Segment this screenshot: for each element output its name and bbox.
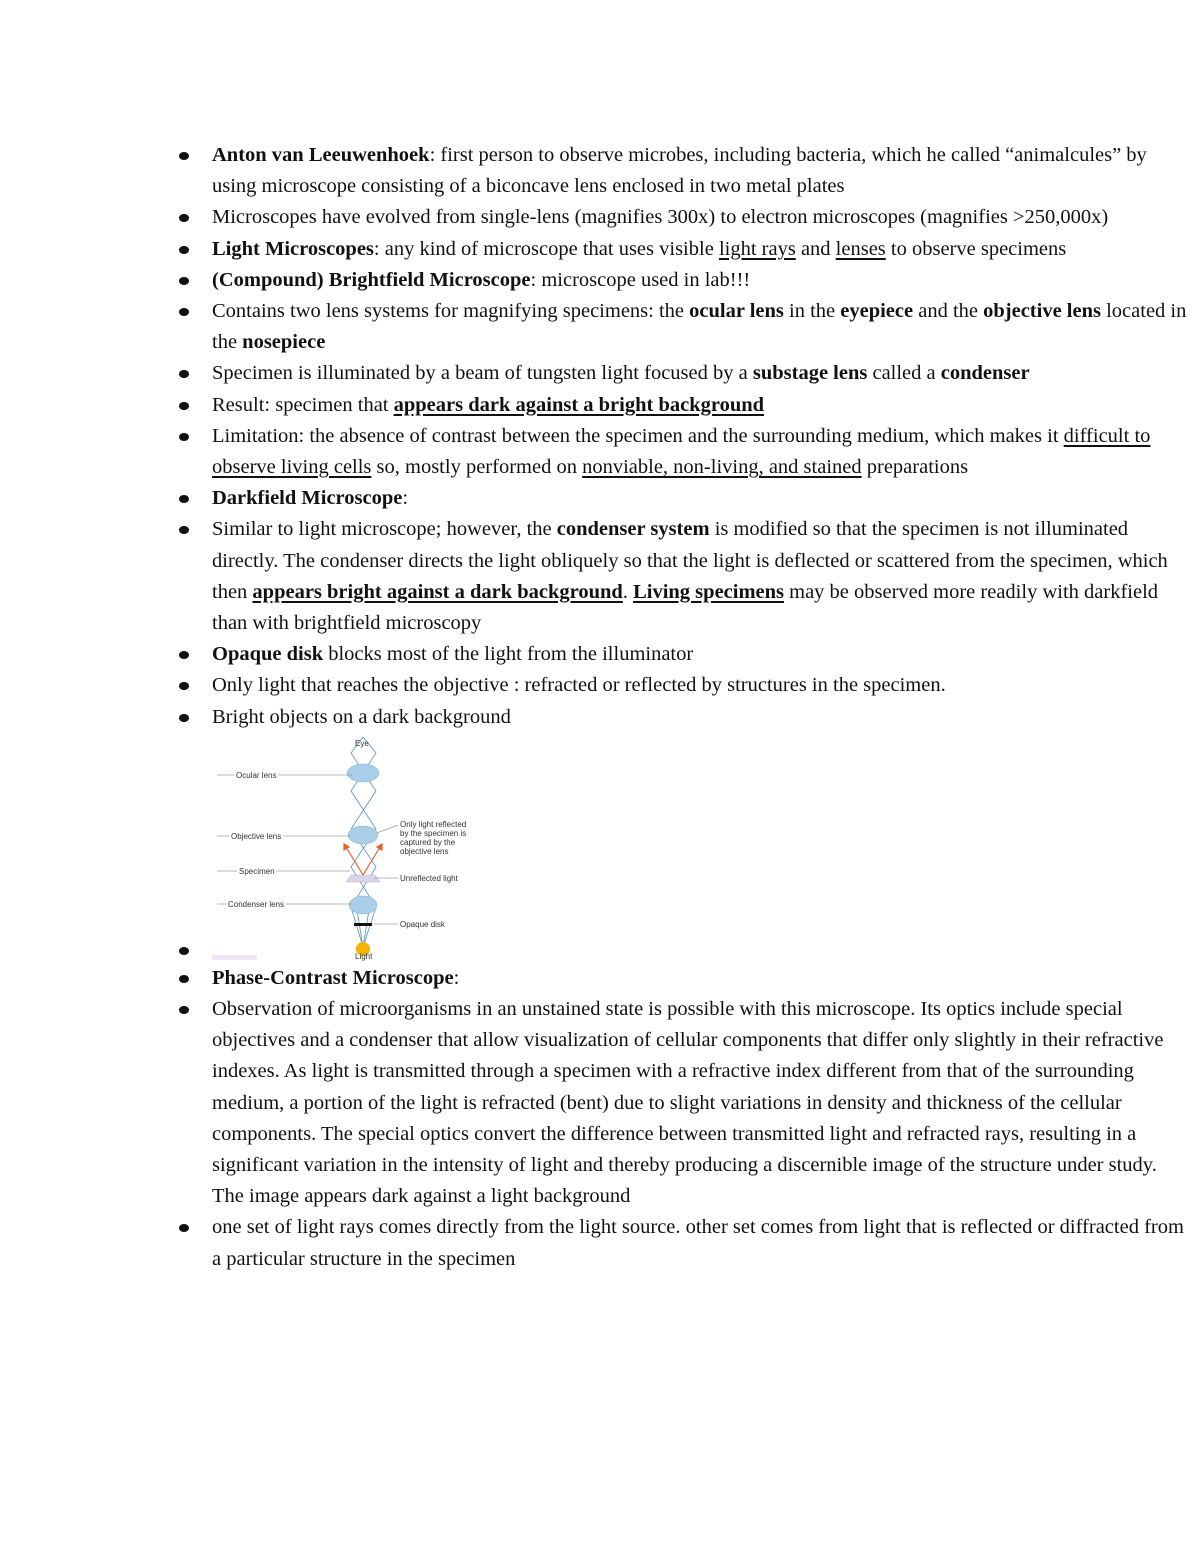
list-item: Phase-Contrast Microscope: — [212, 963, 1187, 994]
list-item: Limitation: the absence of contrast between the specimen and the surrounding medium, which makes it difficult to observe living cells so, mostly performed on nonviable, non-living, and stained preparations — [212, 421, 1187, 483]
lens-shapes — [347, 764, 379, 914]
objective-lens-shape — [348, 826, 378, 844]
list-item: Bright objects on a dark background — [212, 702, 1187, 733]
term: Anton van Leeuwenhoek — [212, 144, 430, 166]
specimen-slide-shape — [346, 875, 380, 882]
condenser-lens-shape — [349, 896, 377, 914]
label-objective-lens: Objective lens — [231, 831, 282, 841]
term: (Compound) Brightfield Microscope — [212, 268, 531, 291]
list-item: Opaque disk blocks most of the light from the illuminator — [212, 639, 1187, 670]
list-item: Microscopes have evolved from single-lens (magnifies 300x) to electron microscopes (magnifies >250,000x) — [212, 202, 1187, 233]
term: Darkfield Microscope — [212, 487, 403, 510]
list-item: Contains two lens systems for magnifying specimens: the ocular lens in the eyepiece and the objective lens located in the nosepiece — [212, 296, 1187, 358]
ocular-lens-shape — [347, 764, 379, 782]
label-opaque-disk: Opaque disk — [400, 919, 445, 929]
list-item: (Compound) Brightfield Microscope: microscope used in lab!!! — [212, 265, 1187, 296]
term: Phase-Contrast Microscope — [212, 966, 454, 989]
label-eye: Eye — [355, 738, 369, 748]
label-reflected-note-4: objective lens — [400, 846, 449, 856]
list-item: Only light that reaches the objective : refracted or reflected by structures in the specimen. — [212, 670, 1187, 701]
label-ocular-lens: Ocular lens — [236, 770, 277, 780]
list-item-figure — [212, 733, 1187, 963]
label-reflected-note-3: captured by the — [400, 837, 456, 847]
list-item: Light Microscopes: any kind of microscope that uses visible light rays and lenses to observe specimens — [212, 234, 1187, 265]
term: Opaque disk — [212, 643, 324, 666]
label-specimen: Specimen — [239, 866, 275, 876]
darkfield-diagram — [212, 735, 482, 961]
label-light: Light — [355, 951, 373, 961]
label-reflected-note-2: by the specimen is — [400, 828, 467, 838]
list-item: Similar to light microscope; however, the condenser system is modified so that the specimen is not illuminated directly. The condenser directs the light obliquely so that the light is deflected or scattered from the specimen, which then appears bright against a dark background. Living specimens may be observed more readily with darkfield than with brightfield microscopy — [212, 514, 1187, 639]
notes-list — [212, 140, 1187, 1275]
opaque-disk-shape — [354, 923, 372, 926]
label-reflected-note-1: Only light reflected — [400, 819, 467, 829]
term: Light Microscopes — [212, 237, 374, 260]
label-unreflected-light: Unreflected light — [400, 873, 458, 883]
list-item: one set of light rays comes directly from the light source. other set comes from light that is reflected or diffracted from a particular structure in the specimen — [212, 1212, 1187, 1274]
list-item: Observation of microorganisms in an unstained state is possible with this microscope. Its optics include special objectives and a condenser that allow visualization of cellular components that differ only slightly in their refractive indexes. As light is transmitted through a specimen with a refractive index different from that of the surrounding medium, a portion of the light is refracted (bent) due to slight variations in density and thickness of the cellular components. The special optics convert the difference between transmitted light and refracted rays, resulting in a significant variation in the intensity of light and thereby producing a discernible image of the structure under study. The image appears dark against a light background — [212, 994, 1187, 1212]
list-item: Result: specimen that appears dark against a bright background — [212, 390, 1187, 421]
list-item: Specimen is illuminated by a beam of tungsten light focused by a substage lens called a condenser — [212, 358, 1187, 389]
list-item: Anton van Leeuwenhoek: first person to observe microbes, including bacteria, which he called “animalcules” by using microscope consisting of a biconcave lens enclosed in two metal plates — [212, 140, 1187, 202]
list-item: Darkfield Microscope: — [212, 483, 1187, 514]
decorative-bar — [212, 955, 257, 960]
label-condenser-lens: Condenser lens — [228, 899, 285, 909]
